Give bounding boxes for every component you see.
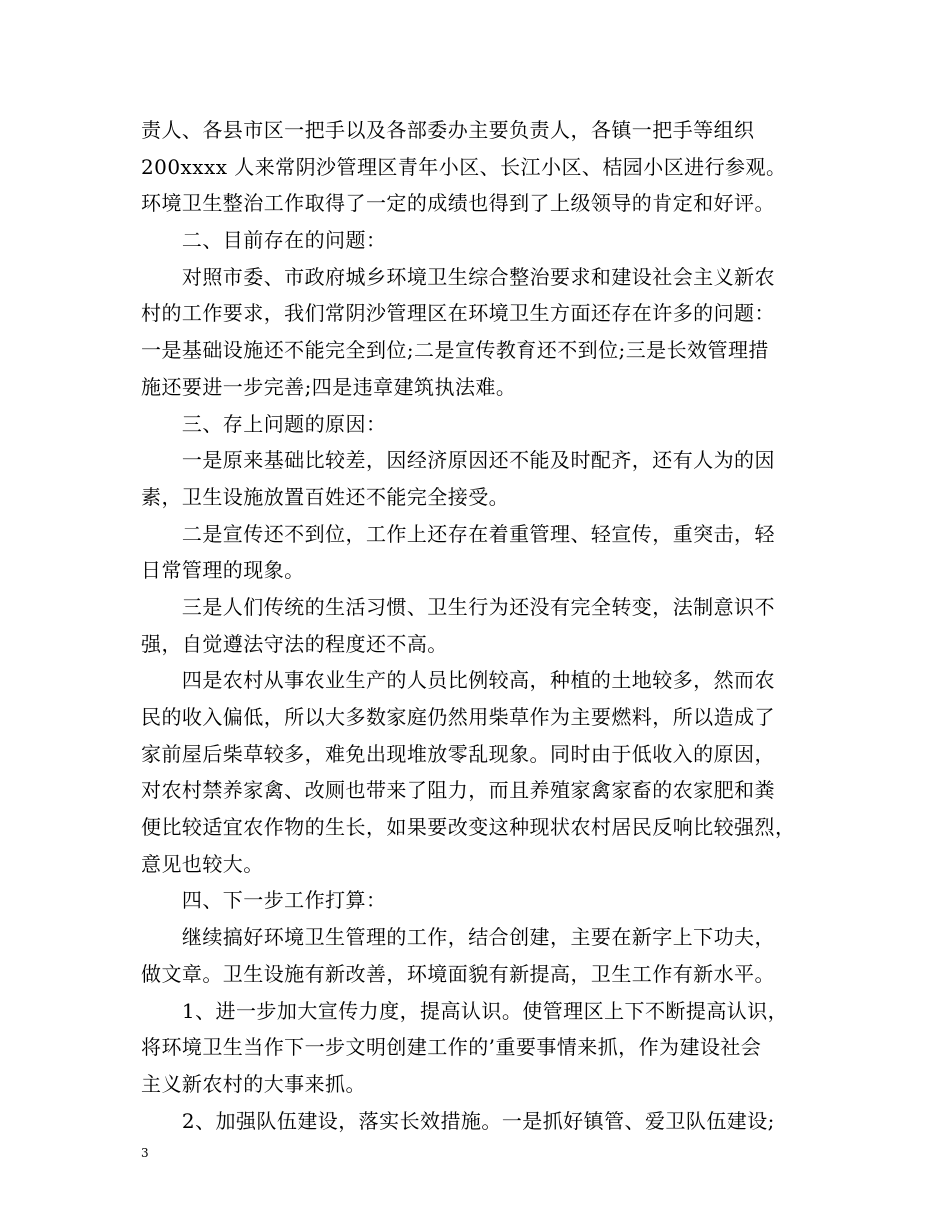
section-heading: 三、存上问题的原因： <box>141 411 387 436</box>
text-line: 200xxxx 人来常阴沙管理区青年小区、长江小区、桔园小区进行参观。 <box>141 154 787 179</box>
text-line: 环境卫生整治工作取得了一定的成绩也得到了上级领导的肯定和好评。 <box>141 191 775 216</box>
text-line: 三是人们传统的生活习惯、卫生行为还没有完全转变，法制意识不 <box>141 594 775 619</box>
text-line: 素，卫生设施放置百姓还不能完全接受。 <box>141 484 510 509</box>
text-line: 将环境卫生当作下一步文明创建工作的’重要事情来抓，作为建设社会 <box>141 1035 762 1060</box>
text-line: 民的收入偏低，所以大多数家庭仍然用柴草作为主要燃料，所以造成了 <box>141 705 775 729</box>
text-line: 2、加强队伍建设，落实长效措施。一是抓好镇管、爱卫队伍建设; <box>141 1108 775 1133</box>
text-line: 主义新农村的大事来抓。 <box>141 1071 366 1096</box>
section-heading: 四、下一步工作打算： <box>141 888 387 913</box>
text-line: 强，自觉遵法守法的程度还不高。 <box>141 631 448 656</box>
text-line: 继续搞好环境卫生管理的工作，结合创建，主要在新字上下功夫， <box>141 925 775 950</box>
text-line: 一是基础设施还不能完全到位;二是宣传教育还不到位;三是长效管理措 <box>141 338 769 363</box>
text-line: 对照市委、市政府城乡环境卫生综合整治要求和建设社会主义新农 <box>141 264 775 289</box>
section-heading: 二、目前存在的问题： <box>141 228 387 253</box>
text-line: 做文章。卫生设施有新改善，环境面貌有新提高，卫生工作有新水平。 <box>141 961 775 986</box>
text-line: 家前屋后柴草较多，难免出现堆放零乱现象。同时由于低收入的原因， <box>141 741 775 766</box>
page-number: 3 <box>141 1146 149 1160</box>
text-line: 村的工作要求，我们常阴沙管理区在环境卫生方面还存在许多的问题： <box>141 301 775 326</box>
text-line: 对农村禁养家禽、改厕也带来了阻力，而且养殖家禽家畜的农家肥和粪 <box>141 778 775 803</box>
text-line: 1、进一步加大宣传力度，提高认识。使管理区上下不断提高认识， <box>141 998 789 1023</box>
body-text <box>141 112 831 1139</box>
text-line: 二是宣传还不到位，工作上还存在着重管理、轻宣传，重突击，轻 <box>141 521 775 546</box>
text-line: 四是农村从事农业生产的人员比例较高，种植的土地较多，然而农 <box>141 668 775 693</box>
text-line: 意见也较大。 <box>141 851 264 876</box>
text-line: 日常管理的现象。 <box>141 558 305 583</box>
text-line: 一是原来基础比较差，因经济原因还不能及时配齐，还有人为的因 <box>141 448 775 473</box>
text-line: 便比较适宜农作物的生长，如果要改变这种现状农村居民反响比较强烈， <box>141 815 796 840</box>
text-line: 责人、各县市区一把手以及各部委办主要负责人，各镇一把手等组织 <box>141 118 755 142</box>
text-line: 施还要进一步完善;四是违章建筑执法难。 <box>141 374 517 399</box>
